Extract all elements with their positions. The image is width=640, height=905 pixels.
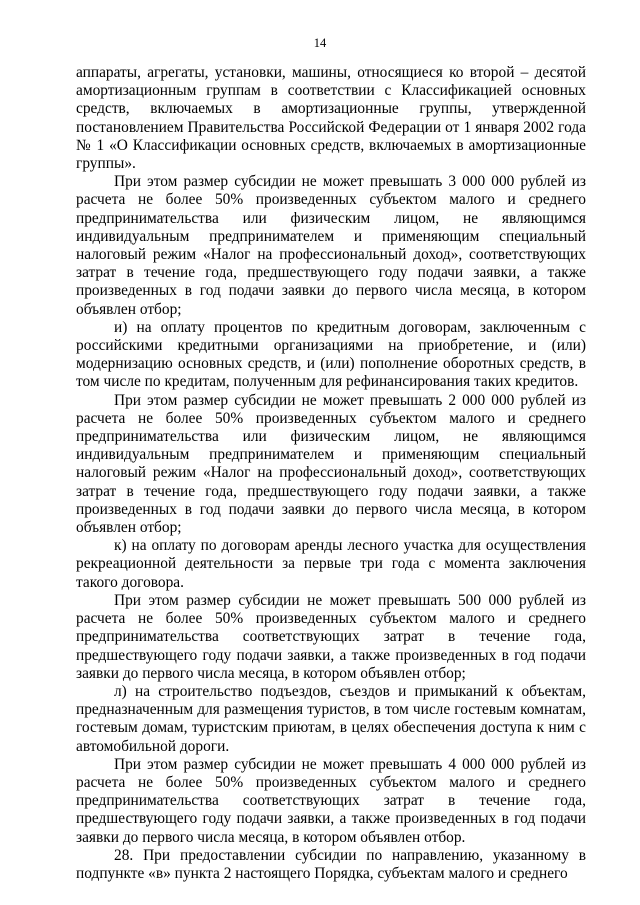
document-body <box>76 64 586 883</box>
paragraph-subsidy-limit-3000000: При этом размер субсидии не может превышать 3 000 000 рублей из расчета не более 50% произведенных субъектом малого и среднего предпринимательства или физическим лицом, не являющимся индивидуальным предпринимателем и применяющим специальный налоговый режим «Налог на профессиональный доход», соответствующих затрат в течение года, предшествующего году подачи заявки, а также произведенных в год подачи заявки до первого числа месяца, в котором объявлен отбор; <box>76 173 586 318</box>
paragraph-subsidy-limit-2000000: При этом размер субсидии не может превышать 2 000 000 рублей из расчета не более 50% произведенных субъектом малого и среднего предпринимательства или физическим лицом, не являющимся индивидуальным предпринимателем и применяющим специальный налоговый режим «Налог на профессиональный доход», соответствующих затрат в течение года, предшествующего году подачи заявки, а также произведенных в год подачи заявки до первого числа месяца, в котором объявлен отбор; <box>76 391 586 537</box>
paragraph-section-28: 28. При предоставлении субсидии по направлению, указанному в подпункте «в» пункта 2 настоящего Порядка, субъектам малого и среднего <box>76 846 586 882</box>
page-number: 14 <box>313 36 327 50</box>
paragraph-item-k: к) на оплату по договорам аренды лесного участка для осуществления рекреационной деятельности за первые три года с момента заключения такого договора. <box>76 537 586 591</box>
paragraph-subsidy-limit-500000: При этом размер субсидии не может превышать 500 000 рублей из расчета не более 50% произведенных субъектом малого и среднего предпринимательства соответствующих затрат в течение года, предшествующего году подачи заявки, а также произведенных в год подачи заявки до первого числа месяца, в котором объявлен отбор; <box>76 591 586 682</box>
paragraph-continuation: аппараты, агрегаты, установки, машины, относящиеся ко второй – десятой амортизационным группам в соответствии с Классификацией основных средств, включаемых в амортизационные группы, утвержденной постановлением Правительства Российской Федерации от 1 января 2002 года № 1 «О Классификации основных средств, включаемых в амортизационные группы». <box>76 64 586 173</box>
paragraph-item-l: л) на строительство подъездов, съездов и примыканий к объектам, предназначенным для размещения туристов, в том числе гостевым комнатам, гостевым домам, туристским приютам, в целях обеспечения доступа к ним с автомобильной дороги. <box>76 682 586 755</box>
paragraph-item-i: и) на оплату процентов по кредитным договорам, заключенным с российскими кредитными организациями на приобретение, и (или) модернизацию основных средств, и (или) пополнение оборотных средств, в том числе по кредитам, полученным для рефинансирования таких кредитов. <box>76 318 586 391</box>
paragraph-subsidy-limit-4000000: При этом размер субсидии не может превышать 4 000 000 рублей из расчета не более 50% произведенных субъектом малого и среднего предпринимательства соответствующих затрат в течение года, предшествующего году подачи заявки, а также произведенных в год подачи заявки до первого числа месяца, в котором объявлен отбор. <box>76 755 586 846</box>
